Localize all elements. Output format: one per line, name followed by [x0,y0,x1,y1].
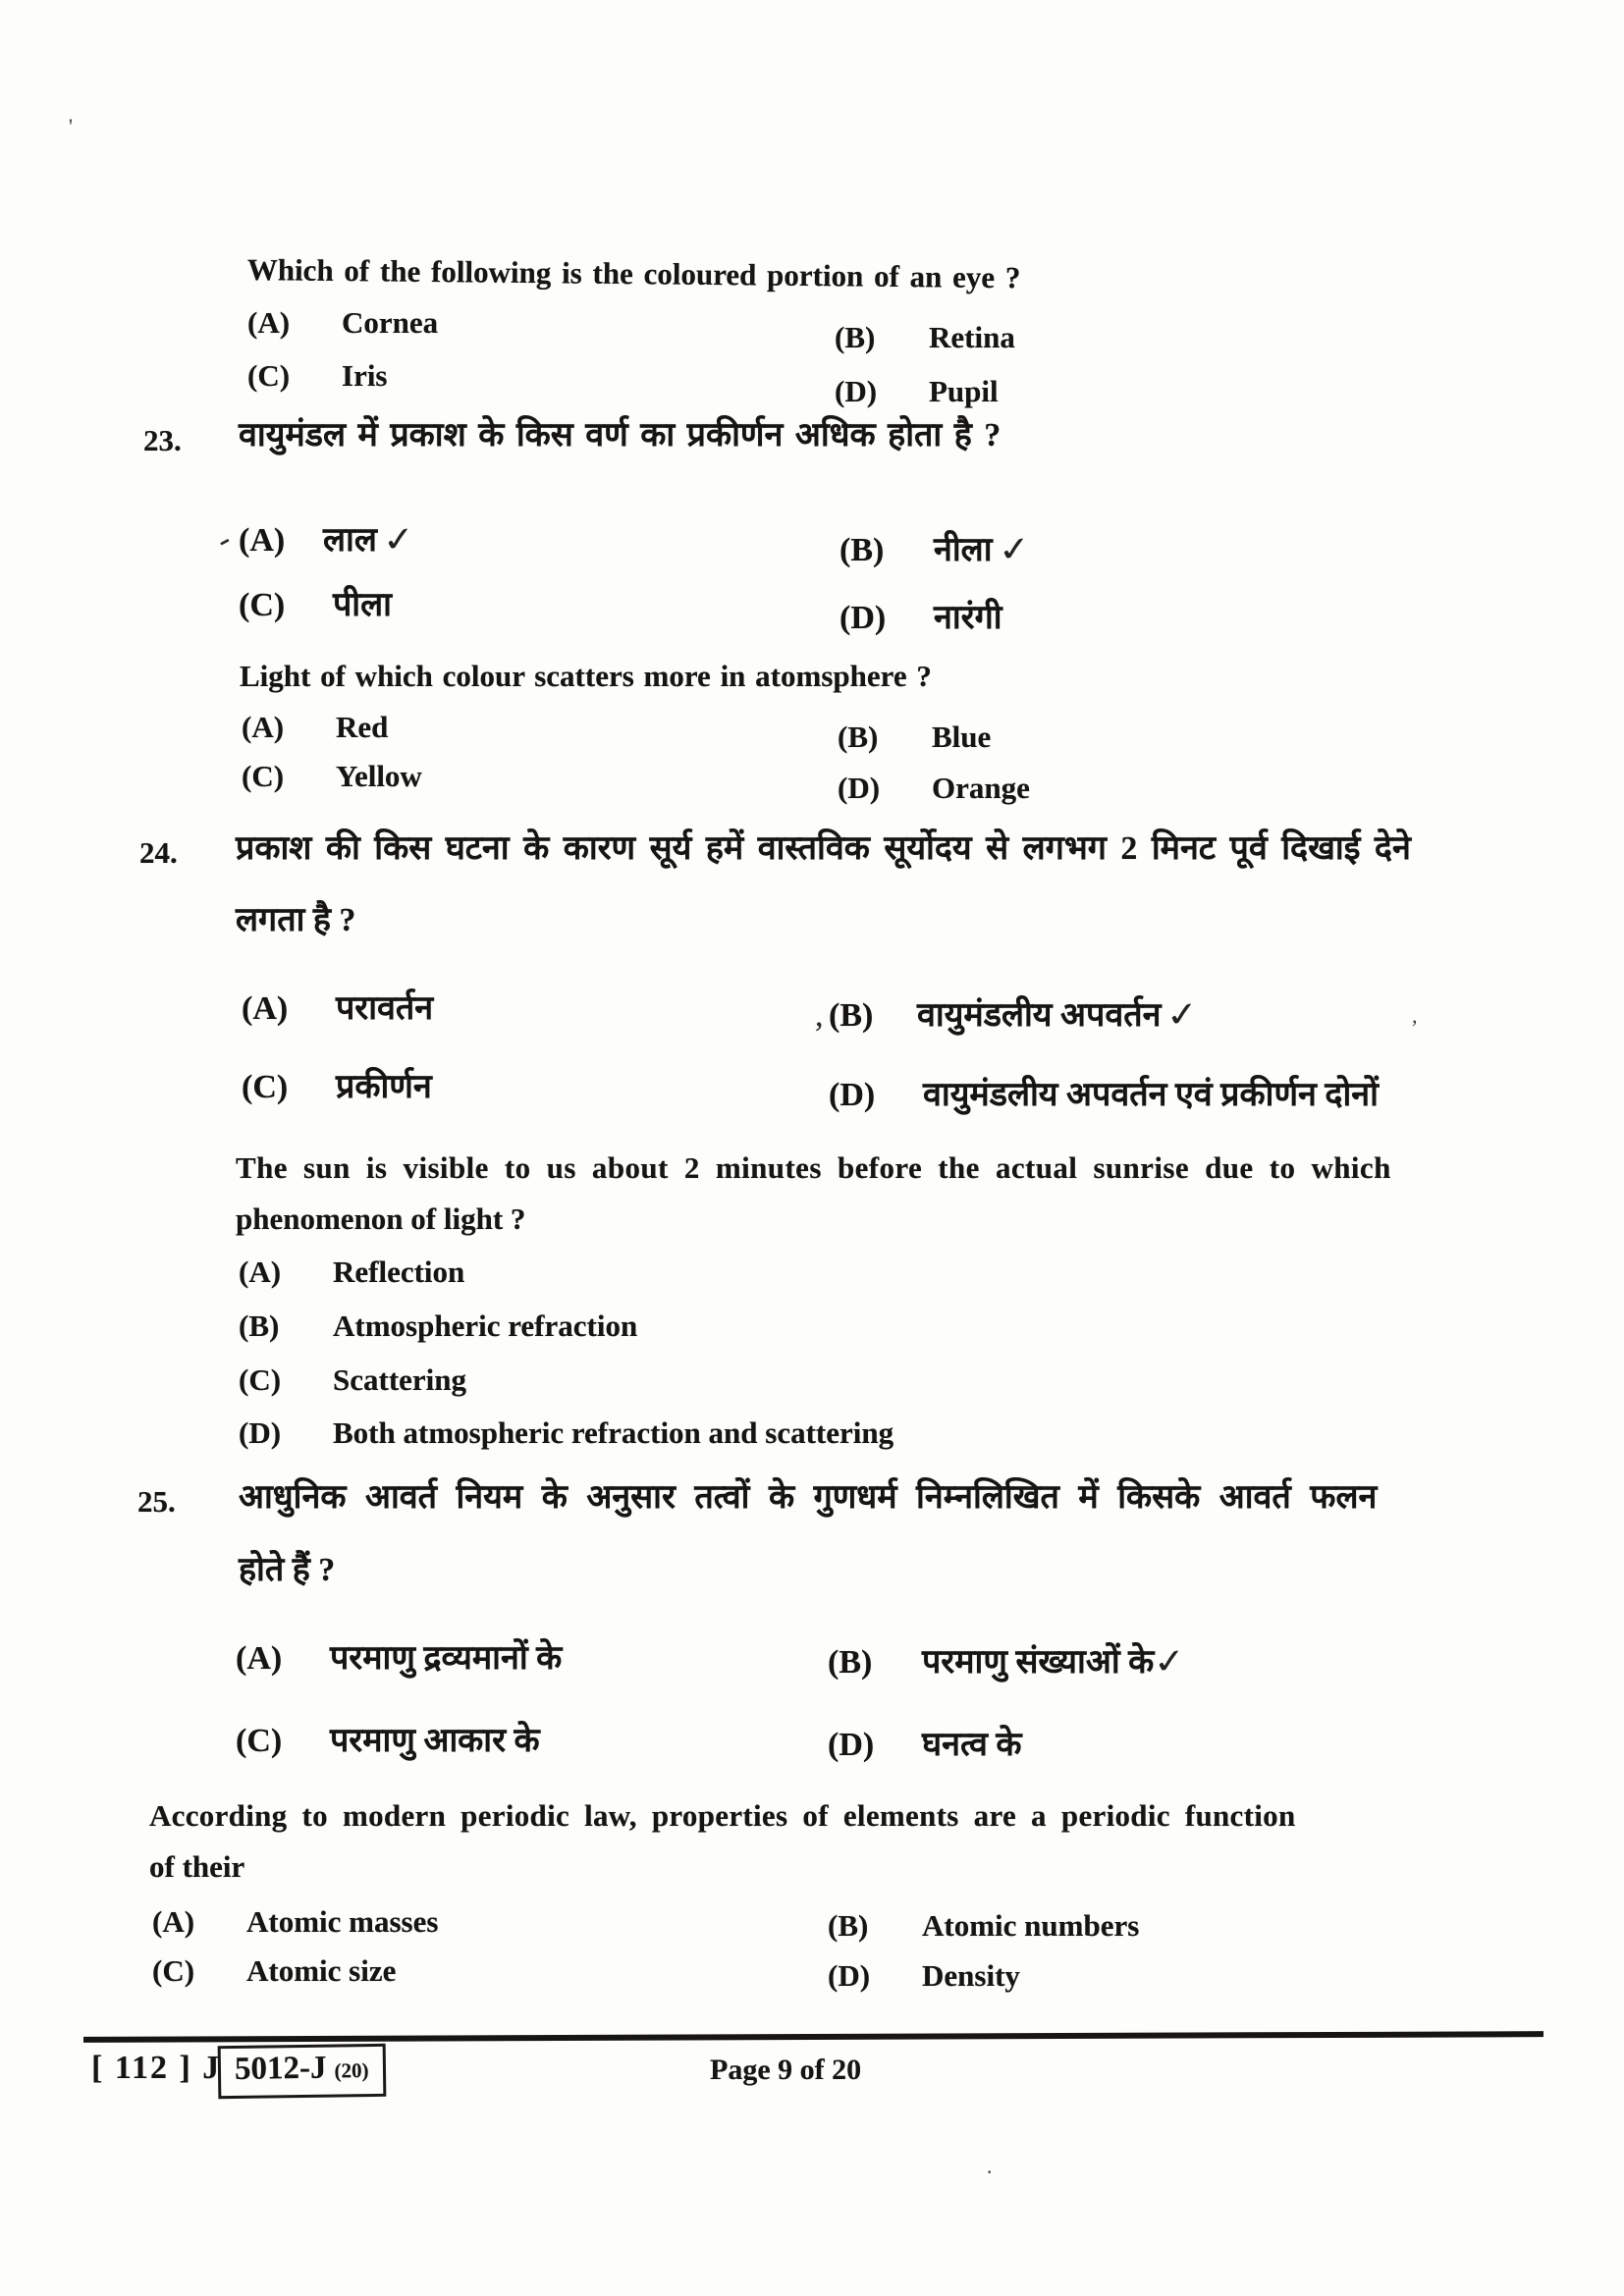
option-label: (A) [236,1640,283,1677]
option-text: Retina [929,320,1015,354]
option-row-23c-en [242,759,422,794]
option-label: (D) [828,1727,875,1763]
option-label: (C) [242,1069,289,1105]
option-row-24b-hi [815,995,1201,1036]
option-text: Red [336,710,389,744]
option-label: (A) [247,305,291,340]
option-row-23d-en [838,771,1030,806]
option-text: घनत्व के [922,1727,1022,1763]
option-row-24d-en [239,1415,893,1451]
paper-code-box [218,2044,386,2099]
paper-code: 5012-J [234,2050,327,2087]
question-24-hindi-line1: प्रकाश की किस घटना के कारण सूर्य हमें वास्तविक सूर्योदय से लगभग 2 मिनट पूर्व दिखाई देने [236,830,1411,867]
option-text: Scattering [333,1362,467,1397]
option-label: (D) [839,600,887,636]
option-row-25c-hi [236,1722,540,1760]
pencil-mark: - [210,520,238,559]
option-row-23b-en [838,720,991,755]
option-row-22c [247,358,388,394]
footer-divider-rule [83,2031,1543,2043]
option-row-22b [835,320,1015,355]
option-text: Atmospheric refraction [333,1308,638,1343]
option-text: नीला [934,532,993,568]
option-label: (B) [835,320,876,354]
option-row-24d-hi [829,1076,1379,1114]
scan-noise-mark: ' [69,114,73,138]
option-row-24c-en [239,1362,466,1398]
question-25-english-line2: of their [149,1849,245,1884]
option-row-24a-en [239,1255,464,1290]
option-label: (C) [152,1953,195,1988]
option-text: Both atmospheric refraction and scattering [333,1415,894,1450]
option-row-25b-hi [828,1642,1188,1682]
page-indicator: Page 9 of 20 [710,2054,862,2086]
option-label: (B) [838,720,879,754]
scan-noise-mark: · [986,2160,994,2184]
answer-tick-mark: ✓ [380,520,417,561]
option-label: (B) [828,1908,869,1943]
option-text: लाल [323,522,377,559]
option-row-24a-hi [242,989,433,1028]
option-label: (C) [247,358,291,393]
scan-noise-mark: , [1412,1003,1418,1028]
option-label: (C) [236,1723,283,1759]
question-22-english-text: Which of the following is the coloured portion of an eye ? [246,252,1021,295]
option-label: (C) [239,1362,282,1397]
question-24-number: 24. [139,835,178,870]
option-row-25d-hi [828,1726,1022,1764]
option-row-25c-en [152,1953,396,1989]
option-label: (A) [242,710,285,744]
option-text: परावर्तन [336,990,434,1027]
option-row-25d-en [828,1958,1020,1994]
option-text: पीला [333,587,392,623]
option-text: परमाणु द्रव्यमानों के [330,1640,563,1677]
option-text: प्रकीर्णन [336,1069,432,1105]
option-row-23b-hi [839,530,1033,570]
question-25-number: 25. [137,1484,176,1519]
option-text: वायुमंडलीय अपवर्तन एवं प्रकीर्णन दोनों [923,1077,1379,1113]
option-text: परमाणु संख्याओं के [922,1644,1155,1681]
option-row-22a [247,305,438,341]
answer-tick-mark: ✓ [1164,995,1201,1036]
answer-tick-mark: ✓ [1152,1642,1188,1682]
option-label: (D) [828,1958,871,1993]
option-row-23c-hi [239,586,392,624]
option-label: (D) [838,771,881,805]
option-label: (A) [242,990,289,1027]
option-text: वायुमंडलीय अपवर्तन [917,997,1162,1034]
question-25-hindi-line1: आधुनिक आवर्त नियम के अनुसार तत्वों के गुणधर्म निम्नलिखित में किसके आवर्त फलन [239,1479,1378,1516]
pencil-mark: , [815,997,824,1034]
question-23-number: 23. [143,423,182,457]
option-text: Orange [932,771,1030,805]
booklet-number: [ 112 ] J [91,2050,222,2086]
option-label: (A) [152,1904,195,1939]
option-label: (D) [239,1415,282,1450]
option-label: (C) [242,759,285,793]
option-text: Atomic numbers [922,1908,1140,1943]
question-24-english-line1: The sun is visible to us about 2 minutes before the actual sunrise due to which [236,1150,1391,1185]
option-row-24c-hi [242,1068,432,1106]
option-text: Atomic size [246,1953,397,1988]
option-label: (A) [239,1255,282,1289]
option-row-25a-hi [236,1639,562,1678]
option-text: नारंगी [934,600,1002,636]
question-23-hindi-text: वायुमंडल में प्रकाश के किस वर्ण का प्रकीर्णन अधिक होता है ? [239,417,1001,454]
option-label: (B) [829,997,874,1034]
question-25-english-line1: According to modern periodic law, properties of elements are a periodic function [149,1798,1296,1833]
option-label: (D) [835,374,878,408]
option-label: (B) [839,532,885,568]
option-label: (A) [239,522,286,559]
option-row-23a-hi [210,520,417,561]
paper-code-suffix: (20) [334,2058,369,2083]
option-text: Yellow [336,759,422,793]
option-row-23a-en [242,710,388,745]
option-label: (B) [239,1308,280,1343]
option-row-25a-en [152,1904,438,1940]
option-text: Iris [342,358,388,393]
option-row-25b-en [828,1908,1139,1944]
option-text: Pupil [929,374,999,408]
question-25-hindi-line2: होते हैं ? [239,1552,336,1588]
option-row-24b-en [239,1308,637,1344]
option-text: Atomic masses [246,1904,439,1939]
option-row-22d [835,374,999,409]
option-label: (C) [239,587,286,623]
option-text: परमाणु आकार के [330,1723,540,1759]
option-row-23d-hi [839,599,1002,637]
question-24-english-line2: phenomenon of light ? [236,1201,526,1236]
option-text: Cornea [342,305,439,340]
question-23-english-text: Light of which colour scatters more in atomsphere ? [240,659,932,693]
option-label: (B) [828,1644,873,1681]
option-text: Reflection [333,1255,465,1289]
question-24-hindi-line2: लगता है ? [236,902,356,938]
option-text: Density [922,1958,1020,1993]
answer-tick-mark: ✓ [996,530,1033,570]
option-label: (D) [829,1077,876,1113]
option-text: Blue [932,720,992,754]
